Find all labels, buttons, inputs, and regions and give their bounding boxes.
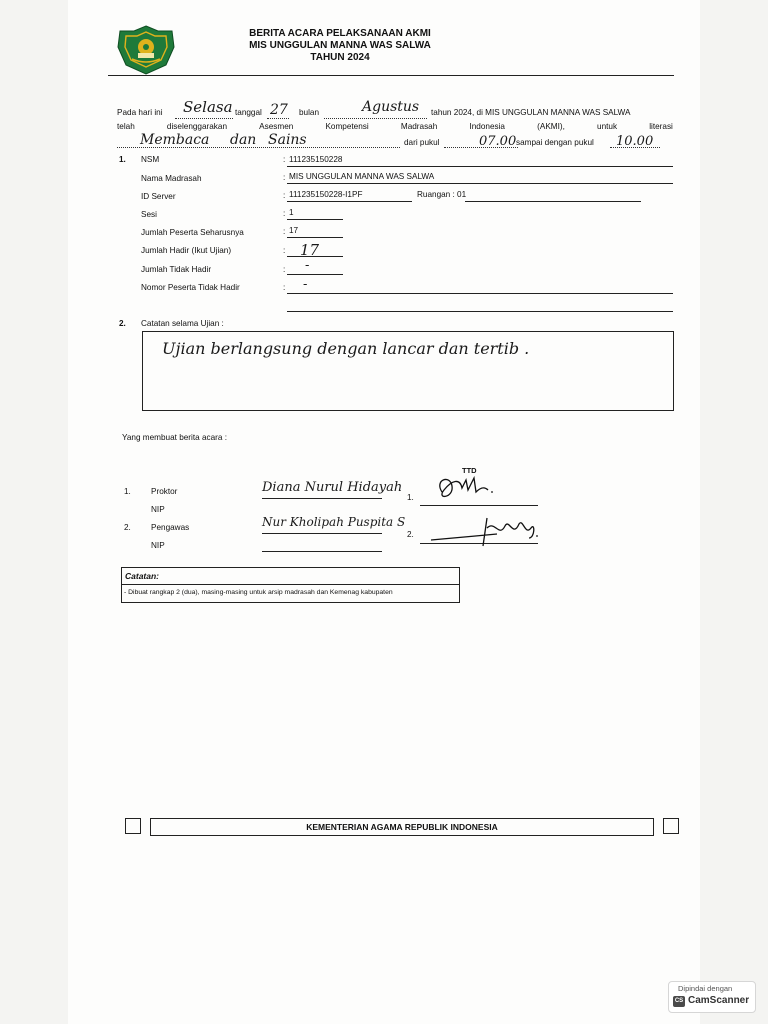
sesi-value: 1 (289, 208, 294, 217)
section-1-number: 1. (119, 155, 126, 164)
jumlah-tidak-hadir-label: Jumlah Tidak Hadir (141, 265, 212, 274)
jumlah-hadir-label: Jumlah Hadir (Ikut Ujian) (141, 246, 232, 255)
peserta-seharusnya-value: 17 (289, 226, 299, 235)
signers-heading: Yang membuat berita acara : (122, 433, 227, 442)
title-line-3: TAHUN 2024 (310, 52, 370, 63)
peserta-seharusnya-label: Jumlah Peserta Seharusnya (141, 228, 244, 237)
header-rule (108, 75, 674, 76)
dari-pukul-label: dari pukul (404, 138, 440, 147)
proktor-number: 1. (124, 487, 131, 496)
pengawas-nip-label: NIP (151, 541, 165, 550)
bulan-label: bulan (299, 108, 320, 117)
dari-pukul-value: 07.00 (479, 134, 517, 149)
tahun-text: tahun 2024, di MIS UNGGULAN MANNA WAS SALWA (431, 108, 631, 117)
catatan-ujian-label: Catatan selama Ujian : (141, 319, 224, 328)
ttd-label: TTD (462, 466, 477, 475)
literasi-value-1: Membaca (140, 132, 210, 148)
ruangan-label: Ruangan : 01 (417, 190, 467, 199)
literasi-value-2: dan (230, 132, 257, 148)
camscanner-name: CamScanner (688, 995, 750, 1006)
tanggal-label: tanggal (235, 108, 262, 117)
id-server-label: ID Server (141, 192, 176, 201)
document-title (230, 28, 450, 64)
kemenag-emblem-icon (114, 25, 178, 75)
sampai-label: sampai dengan pukul (516, 138, 594, 147)
pengawas-name: Nur Kholipah Puspita S (262, 515, 406, 529)
nama-madrasah-value: MIS UNGGULAN MANNA WAS SALWA (289, 172, 435, 181)
camscanner-logo-icon: CS (673, 996, 685, 1007)
nomor-tidak-hadir-label: Nomor Peserta Tidak Hadir (141, 283, 240, 292)
nama-madrasah-label: Nama Madrasah (141, 174, 202, 183)
catatan-box (121, 567, 460, 603)
nomor-tidak-hadir-value: - (303, 277, 308, 292)
nsm-value: 111235150228 (289, 155, 343, 164)
pengawas-sig-number: 2. (407, 530, 414, 539)
footer-bar: KEMENTERIAN AGAMA REPUBLIK INDONESIA (150, 818, 654, 836)
bulan-value: Agustus (362, 99, 420, 115)
proktor-sig-number: 1. (407, 493, 414, 502)
proktor-role: Proktor (151, 487, 178, 496)
pada-hari-ini-label: Pada hari ini (117, 108, 163, 117)
signature-icon (425, 508, 543, 552)
sesi-label: Sesi (141, 210, 157, 219)
nsm-label: NSM (141, 155, 160, 164)
literasi-value-3: Sains (268, 132, 307, 148)
section-2-number: 2. (119, 319, 126, 328)
intro-line-2: telah diselenggarakan Asesmen Kompetensi Madrasah Indonesia (AKMI), untuk literasi (117, 122, 673, 131)
catatan-text: - Dibuat rangkap 2 (dua), masing-masing untuk arsip madrasah dan Kemenag kabupaten (124, 589, 393, 596)
jumlah-tidak-hadir-value: - (305, 258, 310, 273)
pengawas-number: 2. (124, 523, 131, 532)
hari-value: Selasa (183, 98, 233, 116)
proktor-name: Diana Nurul Hidayah (262, 480, 403, 495)
jumlah-hadir-value: 17 (300, 241, 320, 259)
pengawas-role: Pengawas (151, 523, 190, 532)
camscanner-caption: Dipindai dengan (678, 984, 733, 993)
sampai-pukul-value: 10.00 (616, 134, 654, 149)
proktor-nip-label: NIP (151, 505, 165, 514)
id-server-value: 111235150228-I1PF (289, 190, 363, 199)
signature-icon (430, 470, 500, 508)
catatan-title: Catatan: (125, 571, 160, 581)
title-line-1: BERITA ACARA PELAKSANAAN AKMI (249, 28, 431, 39)
footer-square-right (663, 818, 679, 834)
footer-square-left (125, 818, 141, 834)
notes-text: Ujian berlangsung dengan lancar dan tertib . (162, 339, 530, 358)
title-line-2: MIS UNGGULAN MANNA WAS SALWA (249, 40, 431, 51)
tanggal-value: 27 (270, 102, 288, 118)
